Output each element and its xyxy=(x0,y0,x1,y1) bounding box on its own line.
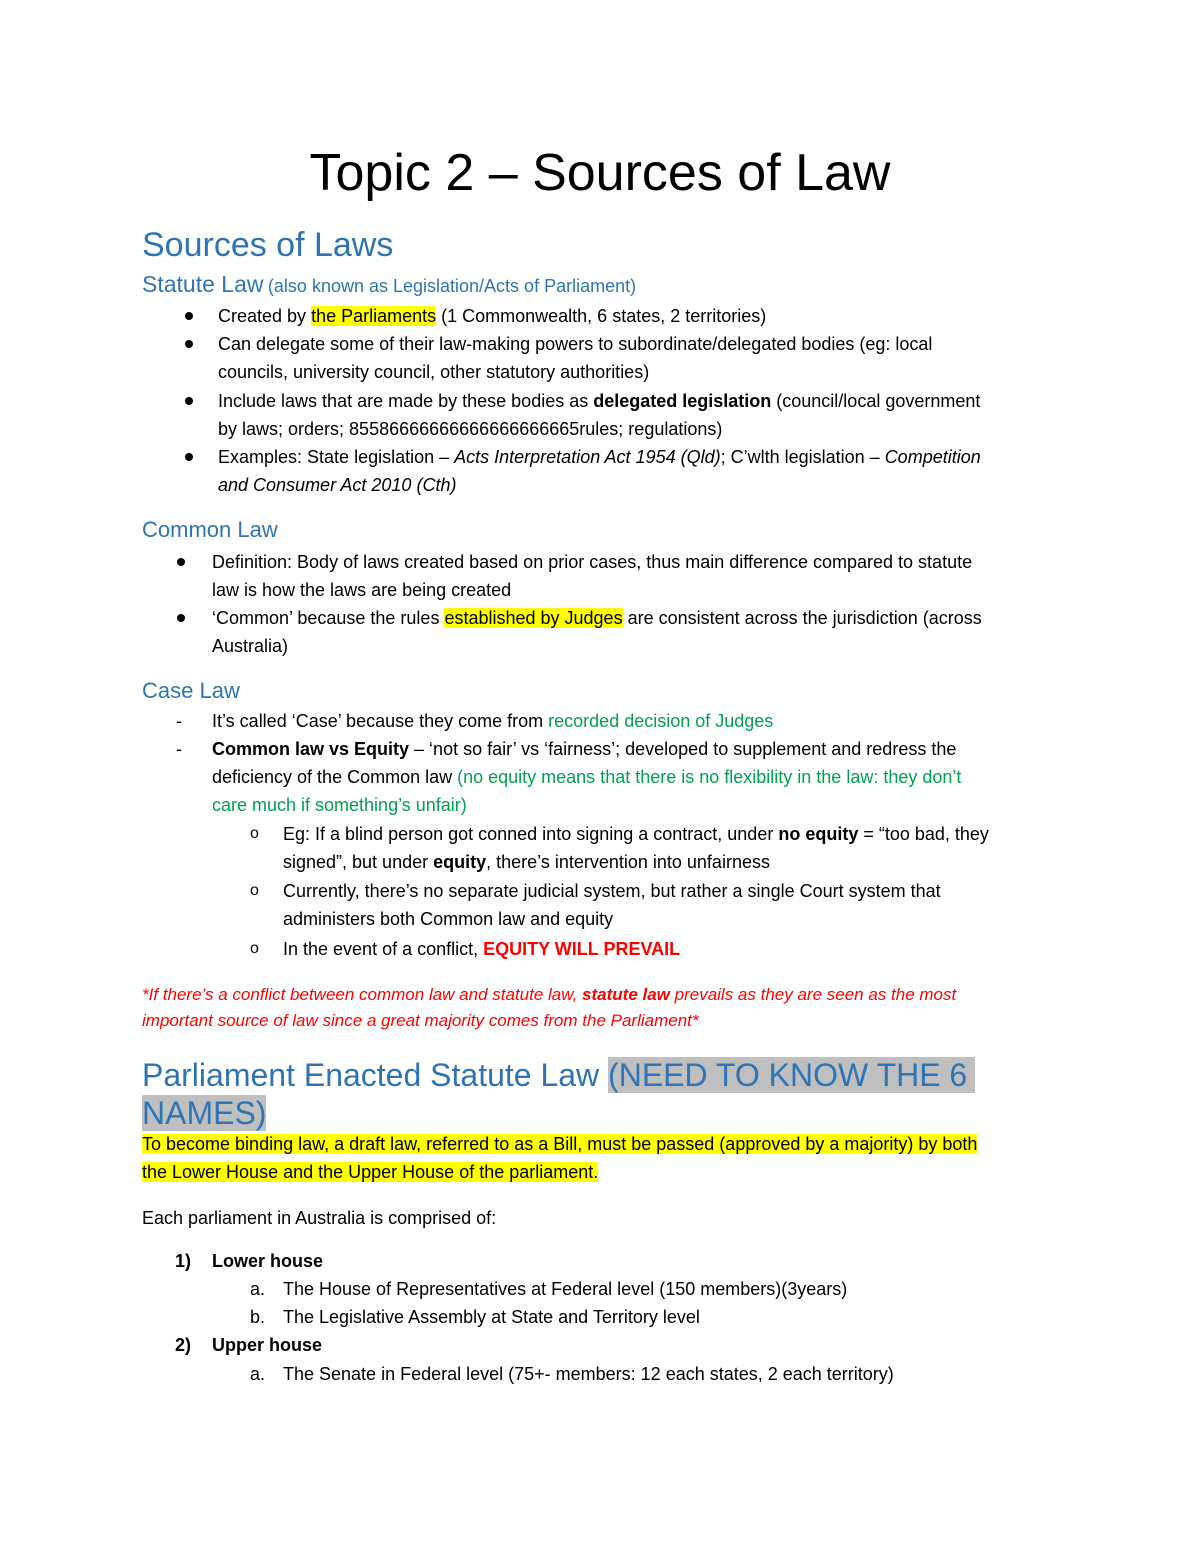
case-law-heading: Case Law xyxy=(142,678,240,703)
statute-bullet-4-line-2: and Consumer Act 2010 (Cth) xyxy=(218,475,457,495)
letter-marker: b. xyxy=(250,1307,266,1327)
statute-law-heading xyxy=(142,269,636,299)
common-bullet-2-line-1: ‘Common’ because the rules established by Judges are consistent across the jurisdiction (across xyxy=(212,608,982,628)
case-sub-2-line-2: administers both Common law and equity xyxy=(283,909,614,929)
comprised-text: Each parliament in Australia is comprised of: xyxy=(142,1208,497,1228)
case-dash-1: It’s called ‘Case’ because they come from recorded decision of Judges xyxy=(212,711,774,731)
number-marker: 2) xyxy=(175,1335,192,1355)
statute-bullet-2-line-2: councils, university council, other statutory authorities) xyxy=(218,362,650,382)
letter-marker: a. xyxy=(250,1279,266,1299)
binding-law-line-1: To become binding law, a draft law, referred to as a Bill, must be passed (approved by a majority) by both xyxy=(142,1134,978,1154)
common-bullet-2-line-2: Australia) xyxy=(212,636,289,656)
lower-house-label: Lower house xyxy=(212,1251,324,1271)
common-bullet-1-line-1: Definition: Body of laws created based on prior cases, thus main difference compared to statute xyxy=(212,552,973,572)
statute-law-title: Statute Law xyxy=(142,271,264,297)
number-marker: 1) xyxy=(175,1251,192,1271)
conflict-note-line-2: important source of law since a great majority comes from the Parliament* xyxy=(142,1011,699,1030)
circle-bullet-icon: o xyxy=(250,940,259,957)
lower-house-item-b: The Legislative Assembly at State and Territory level xyxy=(283,1307,700,1327)
circle-bullet-icon: o xyxy=(250,825,259,842)
case-dash-2-line-3: care much if something’s unfair) xyxy=(212,795,467,815)
statute-bullet-4-line-1: Examples: State legislation – Acts Interpretation Act 1954 (Qld); C’wlth legislation – Competition xyxy=(218,447,981,467)
page-title: Topic 2 – Sources of Law xyxy=(309,144,891,202)
bullet-icon xyxy=(185,397,193,405)
statute-bullet-3-line-1: Include laws that are made by these bodies as delegated legislation (council/local government xyxy=(218,391,981,411)
common-law-heading: Common Law xyxy=(142,517,278,542)
letter-marker: a. xyxy=(250,1364,266,1384)
lower-house-item-a: The House of Representatives at Federal level (150 members)(3years) xyxy=(283,1279,848,1299)
statute-bullet-3-line-2: by laws; orders; 85586666666666666666665rules; regulations) xyxy=(218,419,723,439)
conflict-note-line-1: *If there’s a conflict between common law and statute law, statute law prevails as they are seen as the most xyxy=(142,985,957,1004)
statute-law-subtitle: (also known as Legislation/Acts of Parliament) xyxy=(267,276,637,296)
statute-bullet-1: Created by the Parliaments (1 Commonwealth, 6 states, 2 territories) xyxy=(218,306,767,326)
parliament-heading-line-2: NAMES) xyxy=(142,1095,267,1131)
case-sub-1-line-2: signed”, but under equity, there’s intervention into unfairness xyxy=(283,852,770,872)
parliament-heading-line-1: Parliament Enacted Statute Law (NEED TO KNOW THE 6 xyxy=(142,1056,975,1094)
circle-bullet-icon: o xyxy=(250,882,259,899)
bullet-icon xyxy=(185,453,193,461)
sources-of-laws-heading: Sources of Laws xyxy=(142,226,394,264)
case-dash-2-line-1: Common law vs Equity – ‘not so fair’ vs ‘fairness’; developed to supplement and redress the xyxy=(212,739,957,759)
case-sub-1-line-1: Eg: If a blind person got conned into signing a contract, under no equity = “too bad, they xyxy=(283,824,989,844)
case-sub-3: In the event of a conflict, EQUITY WILL PREVAIL xyxy=(283,939,681,959)
case-dash-2-line-2: deficiency of the Common law (no equity means that there is no flexibility in the law: they don’t xyxy=(212,767,962,787)
bullet-icon xyxy=(185,312,193,320)
dash-marker: - xyxy=(176,711,182,731)
upper-house-label: Upper house xyxy=(212,1335,323,1355)
common-bullet-1-line-2: law is how the laws are being created xyxy=(212,580,512,600)
bullet-icon xyxy=(177,558,185,566)
bullet-icon xyxy=(185,340,193,348)
binding-law-line-2: the Lower House and the Upper House of the parliament. xyxy=(142,1162,599,1182)
dash-marker: - xyxy=(176,739,182,759)
statute-bullet-2-line-1: Can delegate some of their law-making powers to subordinate/delegated bodies (eg: local xyxy=(218,334,933,354)
bullet-icon xyxy=(177,614,185,622)
upper-house-item-a: The Senate in Federal level (75+- members: 12 each states, 2 each territory) xyxy=(283,1364,894,1384)
case-sub-2-line-1: Currently, there’s no separate judicial system, but rather a single Court system that xyxy=(283,881,941,901)
